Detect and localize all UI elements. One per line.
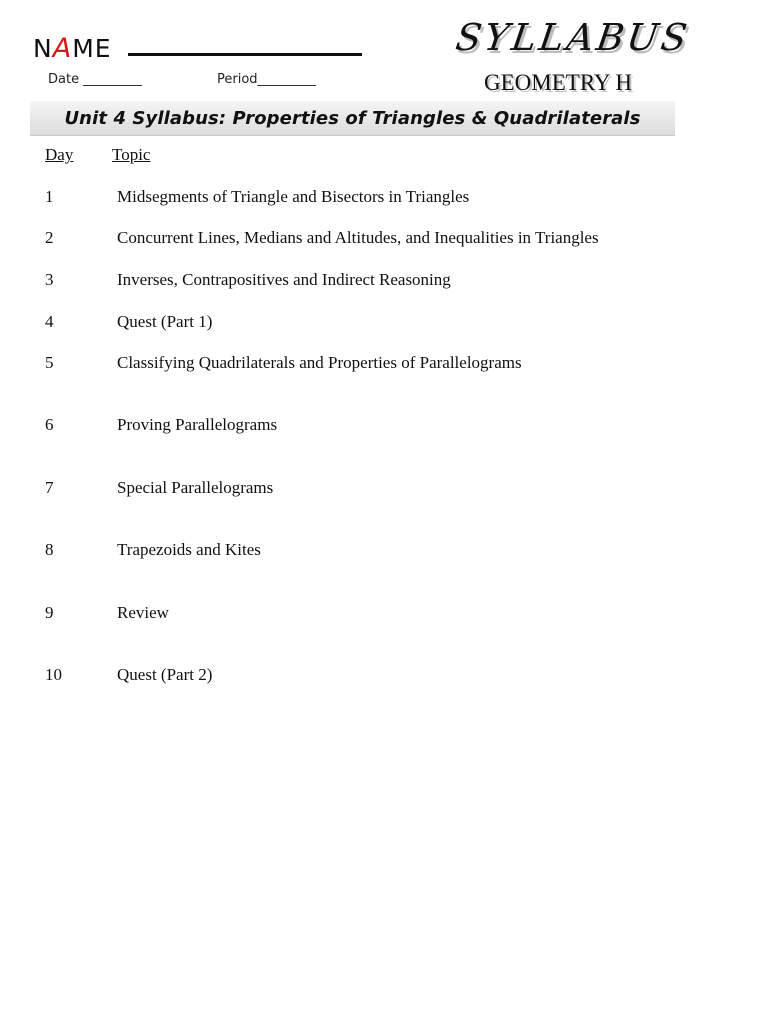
row-day: 3 xyxy=(45,270,54,289)
table-row xyxy=(0,602,768,624)
row-day: 10 xyxy=(45,665,62,684)
table-row xyxy=(0,352,768,374)
row-day: 2 xyxy=(45,228,54,247)
table-row xyxy=(0,477,768,499)
row-topic: Special Parallelograms xyxy=(117,478,274,497)
table-row xyxy=(0,311,768,333)
row-topic: Quest (Part 1) xyxy=(117,312,213,331)
name-label-me: ME xyxy=(72,34,112,63)
row-day: 6 xyxy=(45,415,54,434)
unit-title: Unit 4 Syllabus: Properties of Triangles & Quadrilaterals xyxy=(64,107,641,129)
row-topic: Midsegments of Triangle and Bisectors in Triangles xyxy=(117,187,470,206)
table-row xyxy=(0,539,768,561)
row-topic: Review xyxy=(117,603,169,622)
row-topic: Inverses, Contrapositives and Indirect Reasoning xyxy=(117,270,451,289)
table-row xyxy=(0,414,768,436)
row-day: 5 xyxy=(45,353,54,372)
row-day: 8 xyxy=(45,540,54,559)
row-day: 1 xyxy=(45,187,54,206)
row-day: 7 xyxy=(45,478,54,497)
row-day: 4 xyxy=(45,312,54,331)
course-title: GEOMETRY H xyxy=(484,70,633,95)
name-blank-line xyxy=(128,53,362,56)
column-header-topic: Topic xyxy=(112,145,151,164)
table-row xyxy=(0,269,768,291)
table-row xyxy=(0,186,768,208)
row-topic: Classifying Quadrilaterals and Properties of Parallelograms xyxy=(117,353,522,372)
name-heading xyxy=(33,28,112,64)
row-topic: Proving Parallelograms xyxy=(117,415,278,434)
name-label-a: A xyxy=(52,33,73,64)
table-row xyxy=(0,227,768,249)
name-label-n: N xyxy=(33,34,53,63)
row-topic: Quest (Part 2) xyxy=(117,665,213,684)
syllabus-logo: SYLLABUS xyxy=(453,16,693,59)
unit-banner xyxy=(30,101,675,136)
date-field: Date _________ xyxy=(48,72,142,87)
column-header-day: Day xyxy=(45,145,74,164)
period-field: Period_________ xyxy=(217,72,317,87)
row-topic: Concurrent Lines, Medians and Altitudes, and Inequalities in Triangles xyxy=(117,228,599,247)
row-day: 9 xyxy=(45,603,54,622)
row-topic: Trapezoids and Kites xyxy=(117,540,261,559)
table-row xyxy=(0,664,768,686)
